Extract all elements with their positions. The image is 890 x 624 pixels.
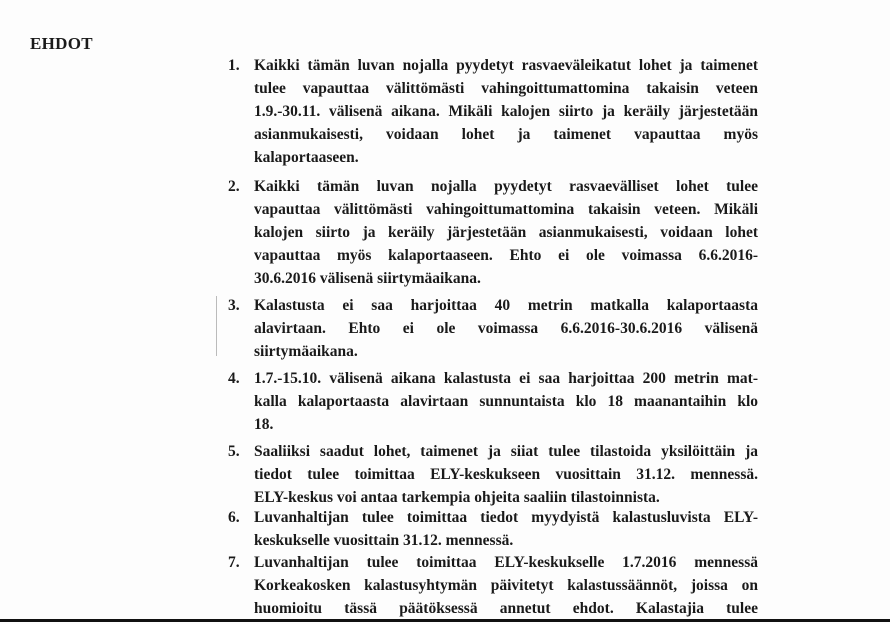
condition-text-line: ELY-keskus voi antaa tarkempia ohjeita saaliin tilastoinnista. <box>254 489 660 506</box>
condition-text-line: Kaikki tämän luvan nojalla pyydetyt rasvaeväleikatut lohet ja taimenet <box>254 57 758 74</box>
condition-text-line: 30.6.2016 välisenä siirtymäaikana. <box>254 270 481 287</box>
condition-number: 3. <box>228 297 240 314</box>
condition-text-line: tiedot tulee toimittaa ELY-keskukseen vuosittain 31.12. mennessä. <box>254 466 758 483</box>
condition-text-line: alavirtaan. Ehto ei ole voimassa 6.6.2016-30.6.2016 välisenä <box>254 320 758 337</box>
condition-text-line: 18. <box>254 416 274 433</box>
condition-text <box>254 294 758 363</box>
condition-text <box>254 175 758 290</box>
condition-number: 6. <box>228 509 240 526</box>
condition-text-line: kalojen siirto ja keräily järjestetään asianmukaisesti, voidaan lohet <box>254 224 758 241</box>
condition-text-line: vapauttaa myös kalaportaaseen. Ehto ei ole voimassa 6.6.2016- <box>254 247 758 264</box>
condition-text <box>254 367 758 436</box>
condition-number: 5. <box>228 443 240 460</box>
condition-text-line: Kaikki tämän luvan nojalla pyydetyt rasvaevälliset lohet tulee <box>254 178 758 195</box>
condition-text-line: Saaliiksi saadut lohet, taimenet ja siiat tulee tilastoida yksilöittäin ja <box>254 443 758 460</box>
condition-text-line: tulee vapauttaa välittömästi vahingoittumattomina takaisin veteen <box>254 80 758 97</box>
condition-number: 2. <box>228 178 240 195</box>
page-bottom-rule <box>0 619 890 622</box>
condition-text-line: Luvanhaltijan tulee toimittaa ELY-keskukselle 1.7.2016 mennessä <box>254 554 758 571</box>
condition-text-line: 1.9.-30.11. välisenä aikana. Mikäli kalojen siirto ja keräily järjestetään <box>254 103 758 120</box>
condition-text <box>254 551 758 620</box>
condition-number: 7. <box>228 554 240 571</box>
condition-text-line: kalla kalaportaasta alavirtaan sunnuntaista klo 18 maanantaihin klo <box>254 393 758 410</box>
condition-text-line: vapauttaa välittömästi vahingoittumattomina takaisin veteen. Mikäli <box>254 201 758 218</box>
condition-text-line: Luvanhaltijan tulee toimittaa tiedot myydyistä kalastusluvista ELY- <box>254 509 758 526</box>
condition-text-line: Korkeakosken kalastusyhtymän päivitetyt kalastussäännöt, joissa on <box>254 577 758 594</box>
condition-text-line: keskukselle vuosittain 31.12. mennessä. <box>254 532 514 549</box>
condition-number: 1. <box>228 57 240 74</box>
section-heading: EHDOT <box>30 34 93 53</box>
condition-text-line: 1.7.-15.10. välisenä aikana kalastusta ei saa harjoittaa 200 metrin mat- <box>254 370 758 387</box>
margin-mark <box>216 296 217 356</box>
condition-text-line: siirtymäaikana. <box>254 343 358 360</box>
condition-number: 4. <box>228 370 240 387</box>
condition-text-line: Kalastusta ei saa harjoittaa 40 metrin matkalla kalaportaasta <box>254 297 758 314</box>
condition-text <box>254 54 758 169</box>
condition-text <box>254 440 758 509</box>
condition-text <box>254 506 758 552</box>
condition-text-line: kalaportaaseen. <box>254 149 359 166</box>
condition-text-line: asianmukaisesti, voidaan lohet ja taimenet vapauttaa myös <box>254 126 758 143</box>
condition-text-line: huomioitu tässä päätöksessä annetut ehdot. Kalastajia tulee <box>254 600 758 617</box>
